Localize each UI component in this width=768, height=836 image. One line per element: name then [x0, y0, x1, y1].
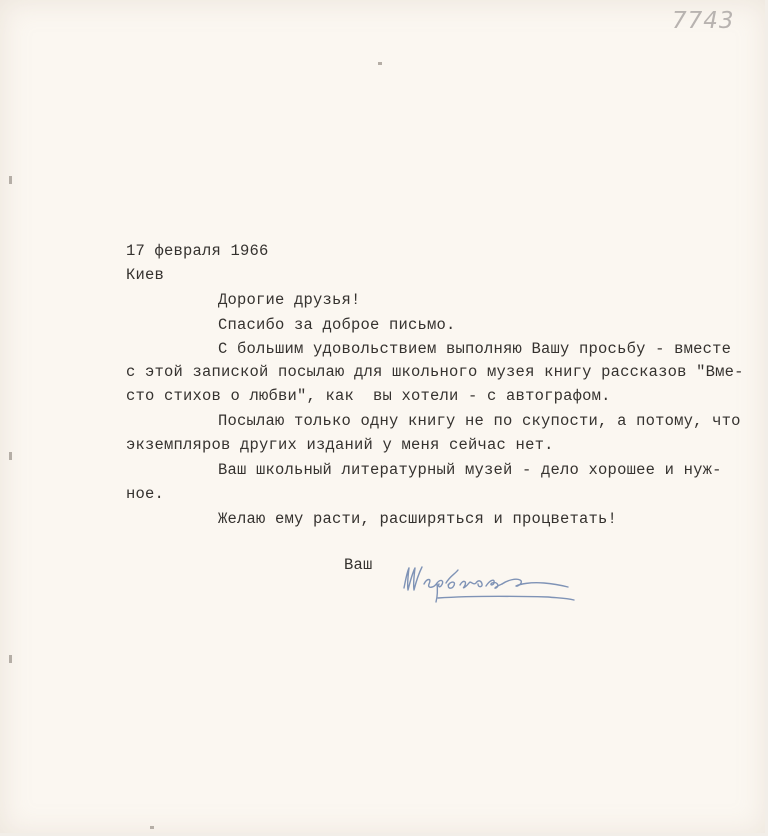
body-line: Посылаю только одну книгу не по скупости, а потому, что — [218, 412, 741, 430]
body-line: Желаю ему расти, расширяться и процветать! — [218, 510, 618, 528]
letter-city: Киев — [126, 266, 165, 284]
body-line: Ваш школьный литературный музей - дело хорошее и нуж- — [218, 461, 722, 479]
paper-mark — [378, 62, 382, 65]
body-line: ное. — [126, 485, 165, 503]
paper-mark — [9, 655, 12, 663]
body-line: с этой запиской посылаю для школьного музея книгу рассказов "Вме- — [126, 363, 744, 381]
letter-salutation: Дорогие друзья! — [218, 291, 361, 309]
closing-word: Ваш — [344, 556, 373, 574]
body-line: Спасибо за доброе письмо. — [218, 316, 456, 334]
body-line: С большим удовольствием выполняю Вашу просьбу - вместе — [218, 340, 732, 358]
letter-date: 17 февраля 1966 — [126, 242, 269, 260]
body-line: экземпляров других изданий у меня сейчас нет. — [126, 436, 554, 454]
paper-mark — [9, 452, 12, 460]
handwritten-signature — [398, 556, 578, 606]
paper-mark — [150, 826, 154, 829]
paper-mark — [9, 176, 12, 184]
archive-number: 7743 — [672, 8, 735, 34]
body-line: сто стихов о любви", как вы хотели - с автографом. — [126, 387, 611, 405]
